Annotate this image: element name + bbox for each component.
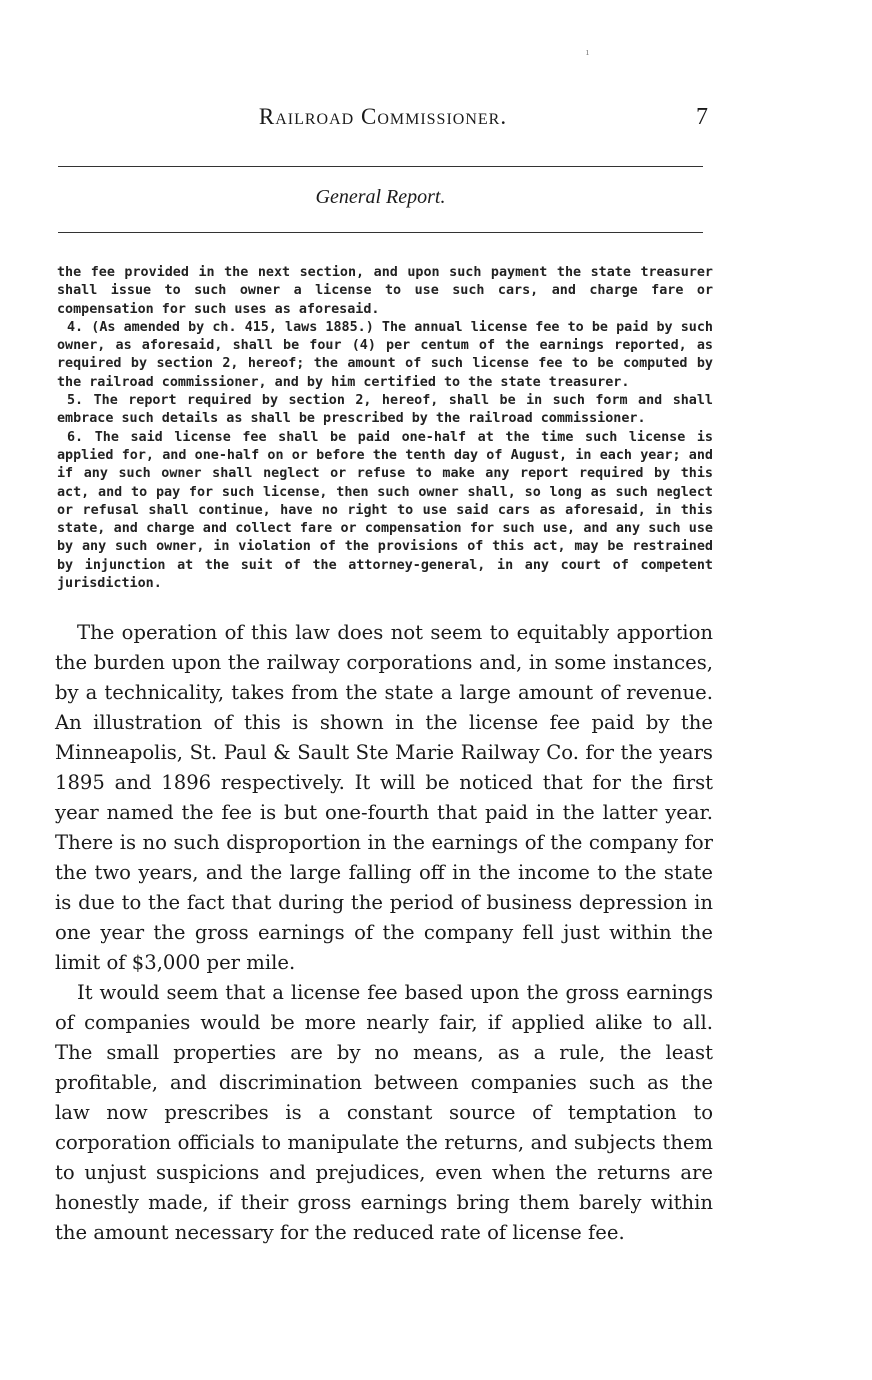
commentary-paragraph-1: The operation of this law does not seem to equitably apportion the burden upon the railway corporations and, in some instances, by a technicality, takes from the state a large amount of revenue. An illustration of this is shown in the license fee paid by the Minneapolis, St. Paul & Sault Ste Marie Railway Co. for the years 1895 and 1896 respectively. It will be noticed that for the first year named the fee is but one-fourth that paid in the latter year. There is no such disproportion in the earnings of the company for the two years, and the large falling off in the income to the state is due to the fact that during the period of business depression in one year the gross earnings of the company fell just within the limit of $3,000 per mile. xyxy=(55,621,713,974)
statute-paragraph: the fee provided in the next section, and upon such payment the state treasurer shall issue to such owner a license to use such cars, and charge fare or compensation for such uses as aforesaid. xyxy=(57,265,713,317)
statute-section-4: 4. (As amended by ch. 415, laws 1885.) The annual license fee to be paid by such owner, as aforesaid, shall be four (4) per centum of the earnings reported, as required by section 2, hereof; the amount of such license fee to be computed by the railroad commissioner, and by him certified to the state treasurer. xyxy=(57,319,713,390)
header-rule-top xyxy=(58,166,703,167)
stray-mark: ı xyxy=(586,48,589,58)
statute-excerpt xyxy=(57,264,713,593)
running-head xyxy=(58,104,708,140)
commentary-paragraph-2: It would seem that a license fee based upon the gross earnings of companies would be more nearly fair, if applied alike to all. The small properties are by no means, as a rule, the least profitable, and discrimination between companies such as the law now prescribes is a constant source of temptation to corporation officials to manipulate the returns, and subjects them to unjust suspicions and prejudices, even when the returns are honestly made, if their gross earnings bring them barely within the amount necessary for the reduced rate of license fee. xyxy=(55,981,713,1244)
statute-section-5: 5. The report required by section 2, hereof, shall be in such form and shall embrace such details as shall be prescribed by the railroad commissioner. xyxy=(57,393,713,427)
commentary xyxy=(55,618,713,1248)
statute-section-6: 6. The said license fee shall be paid one-half at the time such license is applied for, and one-half on or before the tenth day of August, in each year; and if any such owner shall neglect or refuse to make any report required by this act, and to pay for such license, then such owner shall, so long as such neglect or refusal shall continue, have no right to use said cars as aforesaid, in this state, and charge and collect fare or compensation for such use, and any such use by any such owner, in violation of the provisions of this act, may be restrained by injunction at the suit of the attorney-general, in any court of competent jurisdiction. xyxy=(57,429,713,592)
header-rule-bottom xyxy=(58,232,703,233)
section-heading: General Report. xyxy=(315,186,446,208)
running-title: Railroad Commissioner. xyxy=(258,104,508,129)
page-number: 7 xyxy=(696,104,708,130)
